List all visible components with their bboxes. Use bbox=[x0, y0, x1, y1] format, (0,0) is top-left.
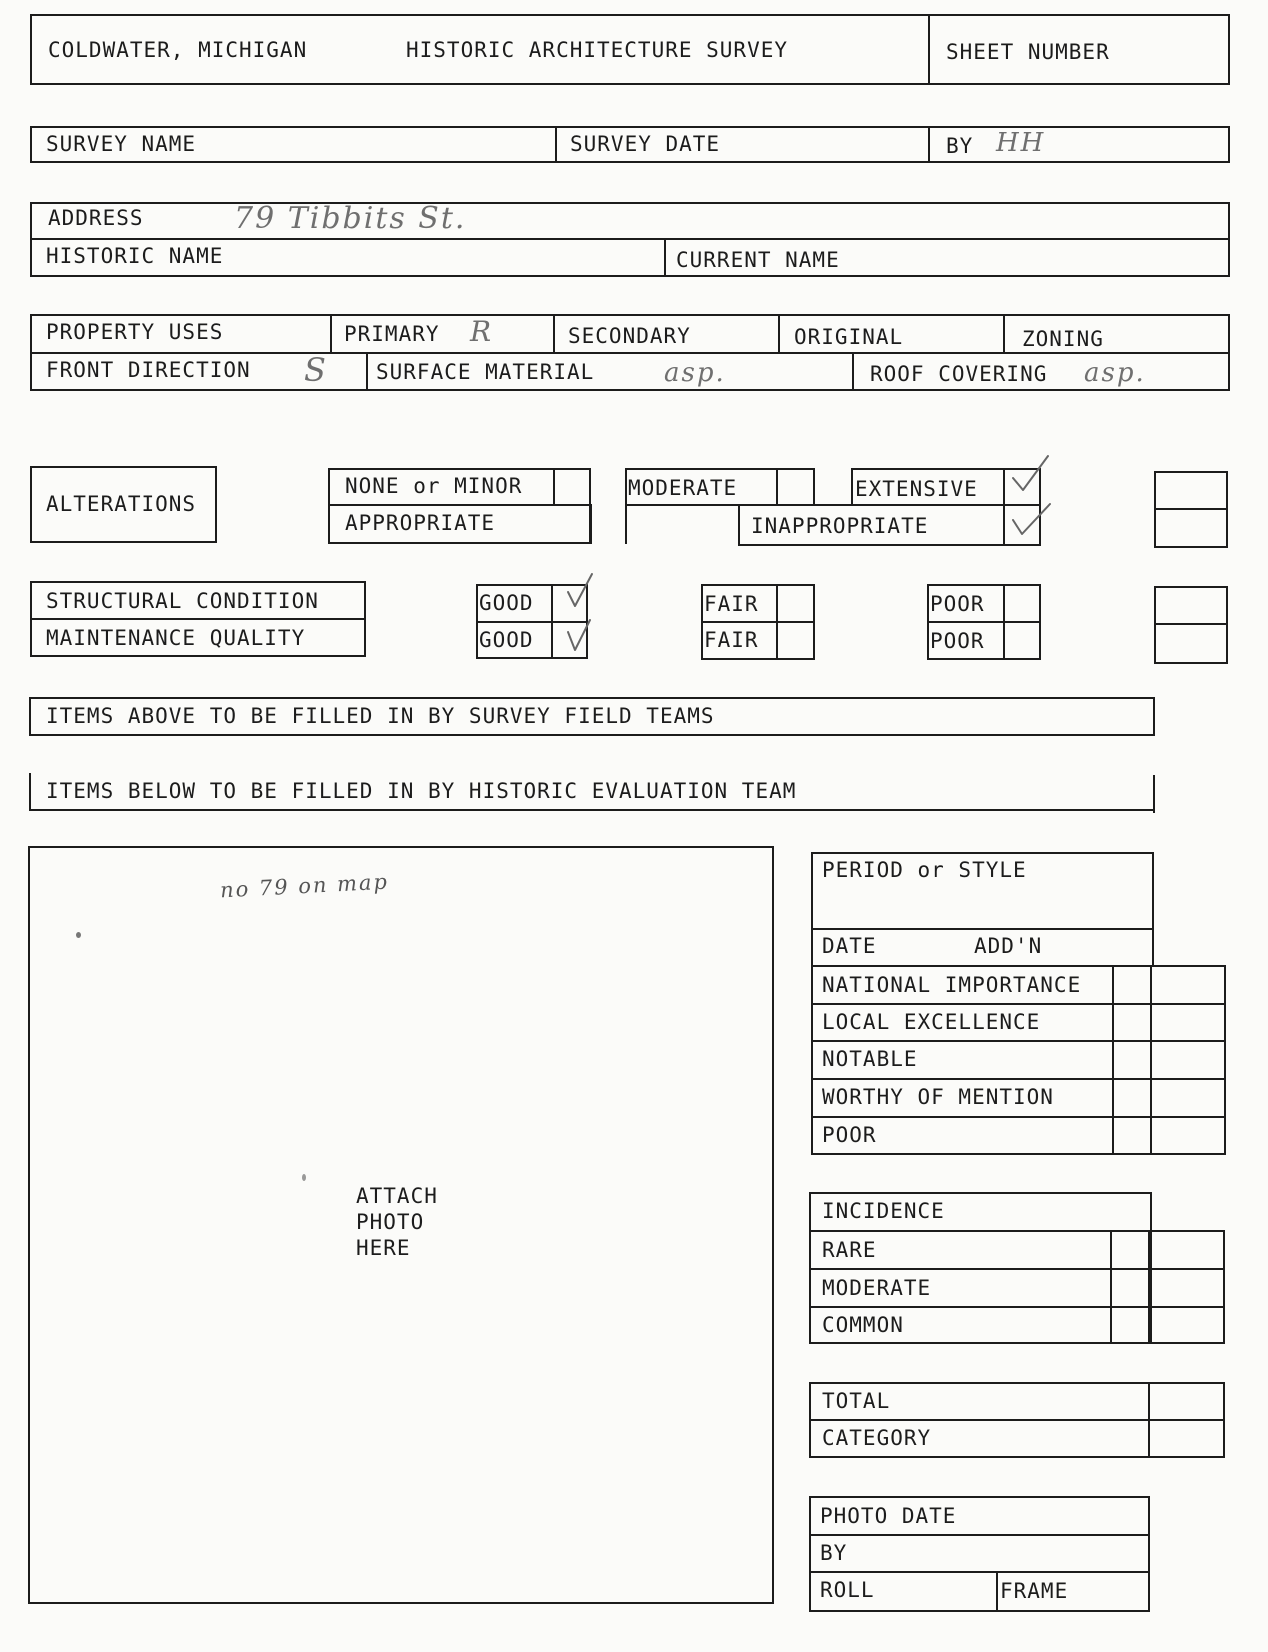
surface-divider bbox=[366, 352, 368, 391]
none-minor-checkbox[interactable] bbox=[555, 470, 589, 503]
map-note: no 79 on map bbox=[219, 869, 390, 903]
primary-divider bbox=[330, 314, 332, 353]
structural-poor-label: POOR bbox=[930, 592, 985, 616]
roof-divider bbox=[852, 352, 854, 391]
moderate-left-extension bbox=[625, 504, 627, 544]
extensive-check-mark bbox=[1010, 452, 1052, 496]
condition-score-box bbox=[1154, 586, 1228, 664]
poor-score-cell[interactable] bbox=[1114, 1118, 1224, 1153]
zoning-label: ZONING bbox=[1022, 327, 1104, 351]
alterations-left-row-divider bbox=[328, 504, 591, 506]
local-excellence-score-cell[interactable] bbox=[1114, 1005, 1224, 1040]
photo-by-label: BY bbox=[820, 1541, 848, 1565]
structural-fair-checkbox[interactable] bbox=[778, 586, 813, 619]
total-label: TOTAL bbox=[822, 1389, 891, 1413]
structural-good-label: GOOD bbox=[479, 591, 534, 615]
none-minor-label: NONE or MINOR bbox=[345, 474, 523, 498]
incidence-label: INCIDENCE bbox=[822, 1199, 945, 1223]
evaluation-notice-right bbox=[1153, 775, 1155, 813]
rating-poor: POOR bbox=[822, 1123, 877, 1147]
common-score-cell[interactable] bbox=[1112, 1308, 1223, 1342]
incidence-common: COMMON bbox=[822, 1313, 904, 1337]
maintenance-fair-label: FAIR bbox=[704, 628, 759, 652]
roll-frame-divider bbox=[996, 1571, 998, 1612]
period-style-label: PERIOD or STYLE bbox=[822, 858, 1027, 882]
zoning-divider bbox=[1003, 314, 1005, 353]
rating-national-importance: NATIONAL IMPORTANCE bbox=[822, 973, 1082, 997]
roof-covering-value[interactable]: asp. bbox=[1084, 358, 1146, 388]
paper-speck-1 bbox=[76, 932, 81, 938]
incidence-rare: RARE bbox=[822, 1238, 877, 1262]
current-name-label: CURRENT NAME bbox=[676, 248, 840, 272]
rating-notable: NOTABLE bbox=[822, 1047, 918, 1071]
frame-label: FRAME bbox=[1000, 1579, 1069, 1603]
evaluation-notice-left bbox=[29, 773, 31, 809]
photo-info-divider-1 bbox=[809, 1534, 1150, 1536]
surface-material-value[interactable]: asp. bbox=[664, 358, 726, 388]
inappropriate-check-mark bbox=[1010, 496, 1052, 540]
inappropriate-label: INAPPROPRIATE bbox=[751, 514, 929, 538]
alterations-label: ALTERATIONS bbox=[46, 492, 197, 516]
rare-score-cell[interactable] bbox=[1112, 1232, 1223, 1268]
period-date-divider bbox=[811, 928, 1154, 930]
survey-date-label: SURVEY DATE bbox=[570, 132, 721, 156]
secondary-divider bbox=[553, 314, 555, 353]
extensive-label: EXTENSIVE bbox=[855, 477, 978, 501]
evaluation-notice-bottom bbox=[29, 809, 1155, 811]
moderate-checkbox[interactable] bbox=[778, 470, 813, 504]
condition-label-divider bbox=[30, 618, 366, 620]
survey-divider-2 bbox=[928, 126, 930, 163]
sheet-number-label: SHEET NUMBER bbox=[946, 40, 1110, 64]
historic-name-label: HISTORIC NAME bbox=[46, 244, 224, 268]
city-label: COLDWATER, MICHIGAN bbox=[48, 38, 308, 62]
secondary-label: SECONDARY bbox=[568, 324, 691, 348]
original-divider bbox=[778, 314, 780, 353]
by-label: BY bbox=[946, 134, 974, 158]
maintenance-good-check-mark bbox=[564, 614, 606, 658]
evaluation-team-notice: ITEMS BELOW TO BE FILLED IN BY HISTORIC EVALUATION TEAM bbox=[46, 779, 797, 803]
maintenance-fair-checkbox[interactable] bbox=[778, 623, 813, 658]
alterations-score-divider bbox=[1154, 508, 1228, 510]
rating-worthy-of-mention: WORTHY OF MENTION bbox=[822, 1085, 1054, 1109]
roof-covering-label: ROOF COVERING bbox=[870, 362, 1048, 386]
header-divider bbox=[928, 14, 930, 85]
structural-condition-label: STRUCTURAL CONDITION bbox=[46, 589, 319, 613]
incidence-moderate: MODERATE bbox=[822, 1276, 932, 1300]
by-value[interactable]: HH bbox=[996, 128, 1046, 158]
moderate-score-cell[interactable] bbox=[1112, 1270, 1223, 1306]
notable-score-cell[interactable] bbox=[1114, 1042, 1224, 1078]
primary-value[interactable]: R bbox=[470, 315, 494, 348]
category-value-cell[interactable] bbox=[1150, 1421, 1223, 1456]
photo-date-label: PHOTO DATE bbox=[820, 1504, 957, 1528]
maintenance-poor-label: POOR bbox=[930, 629, 985, 653]
current-name-divider bbox=[664, 238, 666, 277]
address-value[interactable]: 79 Tibbits St. bbox=[234, 201, 467, 236]
form-title: HISTORIC ARCHITECTURE SURVEY bbox=[406, 38, 789, 62]
original-label: ORIGINAL bbox=[794, 325, 904, 349]
front-direction-value[interactable]: S bbox=[304, 351, 328, 389]
field-teams-notice: ITEMS ABOVE TO BE FILLED IN BY SURVEY FIELD TEAMS bbox=[46, 704, 715, 728]
attach-photo-label: ATTACH PHOTO HERE bbox=[356, 1184, 438, 1260]
property-row-divider bbox=[30, 352, 1230, 354]
property-uses-label: PROPERTY USES bbox=[46, 320, 224, 344]
front-direction-label: FRONT DIRECTION bbox=[46, 358, 251, 382]
worthy-of-mention-score-cell[interactable] bbox=[1114, 1080, 1224, 1116]
structural-fair-label: FAIR bbox=[704, 592, 759, 616]
maintenance-quality-label: MAINTENANCE QUALITY bbox=[46, 626, 306, 650]
primary-label: PRIMARY bbox=[344, 322, 440, 346]
addn-label: ADD'N bbox=[974, 934, 1043, 958]
appropriate-checkbox[interactable] bbox=[592, 506, 622, 542]
national-importance-score-cell[interactable] bbox=[1114, 967, 1224, 1003]
address-row-divider bbox=[30, 238, 1230, 240]
moderate-label: MODERATE bbox=[628, 476, 738, 500]
category-label: CATEGORY bbox=[822, 1426, 932, 1450]
rating-local-excellence: LOCAL EXCELLENCE bbox=[822, 1010, 1041, 1034]
condition-score-divider bbox=[1154, 623, 1228, 625]
survey-divider-1 bbox=[555, 126, 557, 163]
structural-good-check-mark bbox=[564, 570, 606, 614]
appropriate-label: APPROPRIATE bbox=[345, 511, 496, 535]
structural-poor-checkbox[interactable] bbox=[1005, 586, 1039, 619]
roll-label: ROLL bbox=[820, 1578, 875, 1602]
survey-name-label: SURVEY NAME bbox=[46, 132, 197, 156]
date-label: DATE bbox=[822, 934, 877, 958]
surface-material-label: SURFACE MATERIAL bbox=[376, 360, 595, 384]
photo-info-divider-2 bbox=[809, 1571, 1150, 1573]
address-label: ADDRESS bbox=[48, 206, 144, 230]
maintenance-poor-checkbox[interactable] bbox=[1005, 623, 1039, 658]
total-value-cell[interactable] bbox=[1150, 1384, 1223, 1419]
maintenance-good-label: GOOD bbox=[479, 628, 534, 652]
paper-speck-2 bbox=[302, 1174, 306, 1181]
